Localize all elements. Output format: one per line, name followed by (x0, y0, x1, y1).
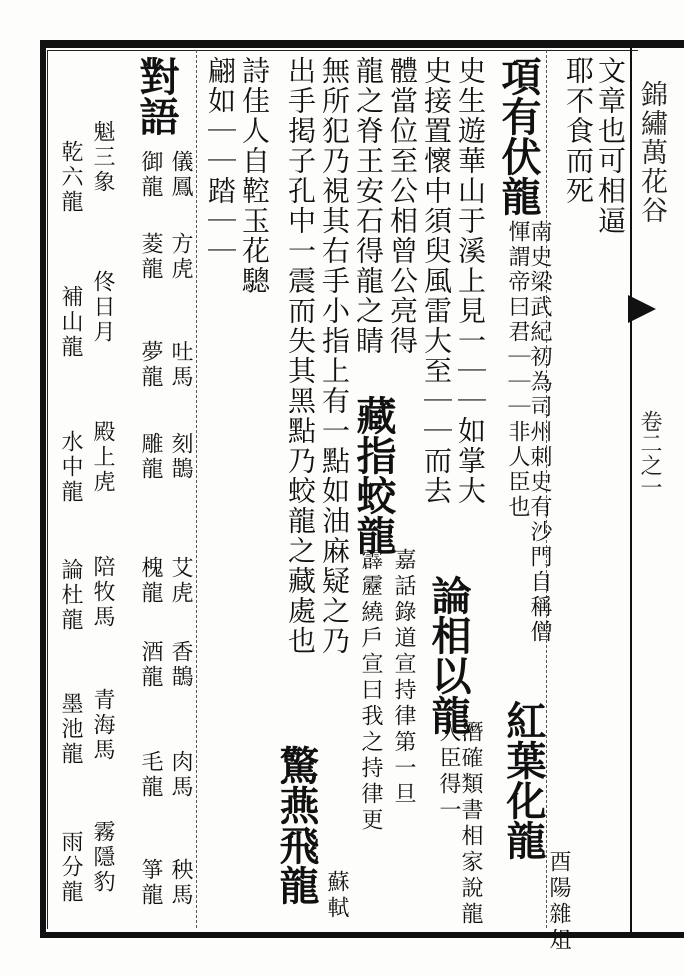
pair-entry-top: 陪牧馬 (90, 555, 115, 630)
pair-entry-bottom: 乾六龍 (58, 140, 83, 215)
juan-number: 卷二之一 (637, 410, 662, 498)
pair-entry-bottom: 毛龍 (138, 750, 163, 800)
running-title: 錦繡萬花谷 (636, 80, 667, 225)
pair-entry-bottom: 御龍 (138, 150, 163, 200)
pair-entry-top: 肉馬 (168, 750, 193, 800)
text-column-shijie: 史接置懷中須臾風雷大至｜｜而去 (420, 56, 453, 506)
pair-entry-top: 霧隱豹 (90, 820, 115, 895)
heading-jingyan-feilong: 驚燕飛龍 (273, 745, 320, 905)
pair-entry-top: 佟日月 (90, 270, 115, 345)
pair-entry-top: 香鵲 (168, 640, 193, 690)
text-column-2: 耶不食而死 (562, 56, 595, 206)
note-qianque-leishu: 潛確類書相家說龍人臣得一 (436, 720, 483, 928)
pair-entry-bottom: 雨分龍 (58, 830, 83, 905)
pair-entry-bottom: 夢龍 (138, 340, 163, 390)
pair-entry-bottom: 酒龍 (138, 640, 163, 690)
text-column-shisheng: 史生遊華山于溪上見一｜｜如掌大 (454, 56, 487, 506)
column-divider (196, 50, 197, 928)
note-pili-raohu: 霹靂繞戶宣曰我之持律更 (358, 548, 383, 834)
text-column-pianru: 翩如｜｜踏｜｜ (204, 56, 237, 266)
pair-entry-bottom: 補山龍 (58, 285, 83, 360)
text-column-1: 文章也可相逼 (594, 56, 627, 236)
source-sushi: 蘇軾 (324, 870, 349, 922)
text-column-chushou: 出手掲子孔中一震而失其黑點乃蛟龍之藏處也 (284, 56, 317, 656)
pair-entry-top: 刻鵲 (168, 432, 193, 482)
pair-entry-bottom: 論杜龍 (58, 558, 83, 633)
pair-entry-top: 青海馬 (90, 688, 115, 763)
pair-entry-top: 艾虎 (168, 556, 193, 606)
source-youyang-zazu: 酉陽雜俎 (546, 850, 571, 954)
center-fold-line (630, 40, 632, 938)
heading-hongye-hualong: 紅葉化龍 (500, 700, 547, 860)
pair-entry-bottom: 菱龍 (138, 232, 163, 282)
pair-entry-top: 吐馬 (168, 340, 193, 390)
heading-cangzhi-jiaolong: 藏指蛟龍 (350, 395, 397, 555)
pair-entry-top: 儀鳳 (168, 150, 193, 200)
pair-entry-top: 秧馬 (168, 858, 193, 908)
heading-xiang-you-fulong: 項有伏龍 (495, 56, 542, 216)
text-column-shi-jiaren: 詩佳人自鞚玉花驄 (238, 56, 271, 296)
fishtail-mark-icon (628, 295, 656, 323)
pair-entry-bottom: 水中龍 (58, 430, 83, 505)
note-nanshi-liangwuji: 南史梁武紀初為司州刺史有沙門自稱僧惲謂帝曰君｜｜｜非人臣也 (505, 220, 552, 645)
note-jiahualu: 嘉話錄道宣持律第一旦 (391, 548, 416, 808)
pair-entry-bottom: 槐龍 (138, 556, 163, 606)
pair-entry-bottom: 雕龍 (138, 432, 163, 482)
heading-lunxiang-yilong: 論相以龍 (425, 575, 472, 735)
pair-entry-top: 方虎 (168, 232, 193, 282)
pair-entry-top: 殿上虎 (90, 420, 115, 495)
pair-entry-top: 魁三象 (90, 120, 115, 195)
text-column-wusuofan: 無所犯乃視其右手小指上有一點如油麻疑之乃 (318, 56, 351, 656)
heading-duiyu: 對語 (133, 56, 180, 136)
text-column-tidang: 體當位至公相曾公亮得 (386, 56, 419, 356)
pair-entry-bottom: 箏龍 (138, 858, 163, 908)
pair-entry-bottom: 墨池龍 (58, 692, 83, 767)
text-column-longzhiji: 龍之脊王安石得龍之睛 (352, 56, 385, 356)
